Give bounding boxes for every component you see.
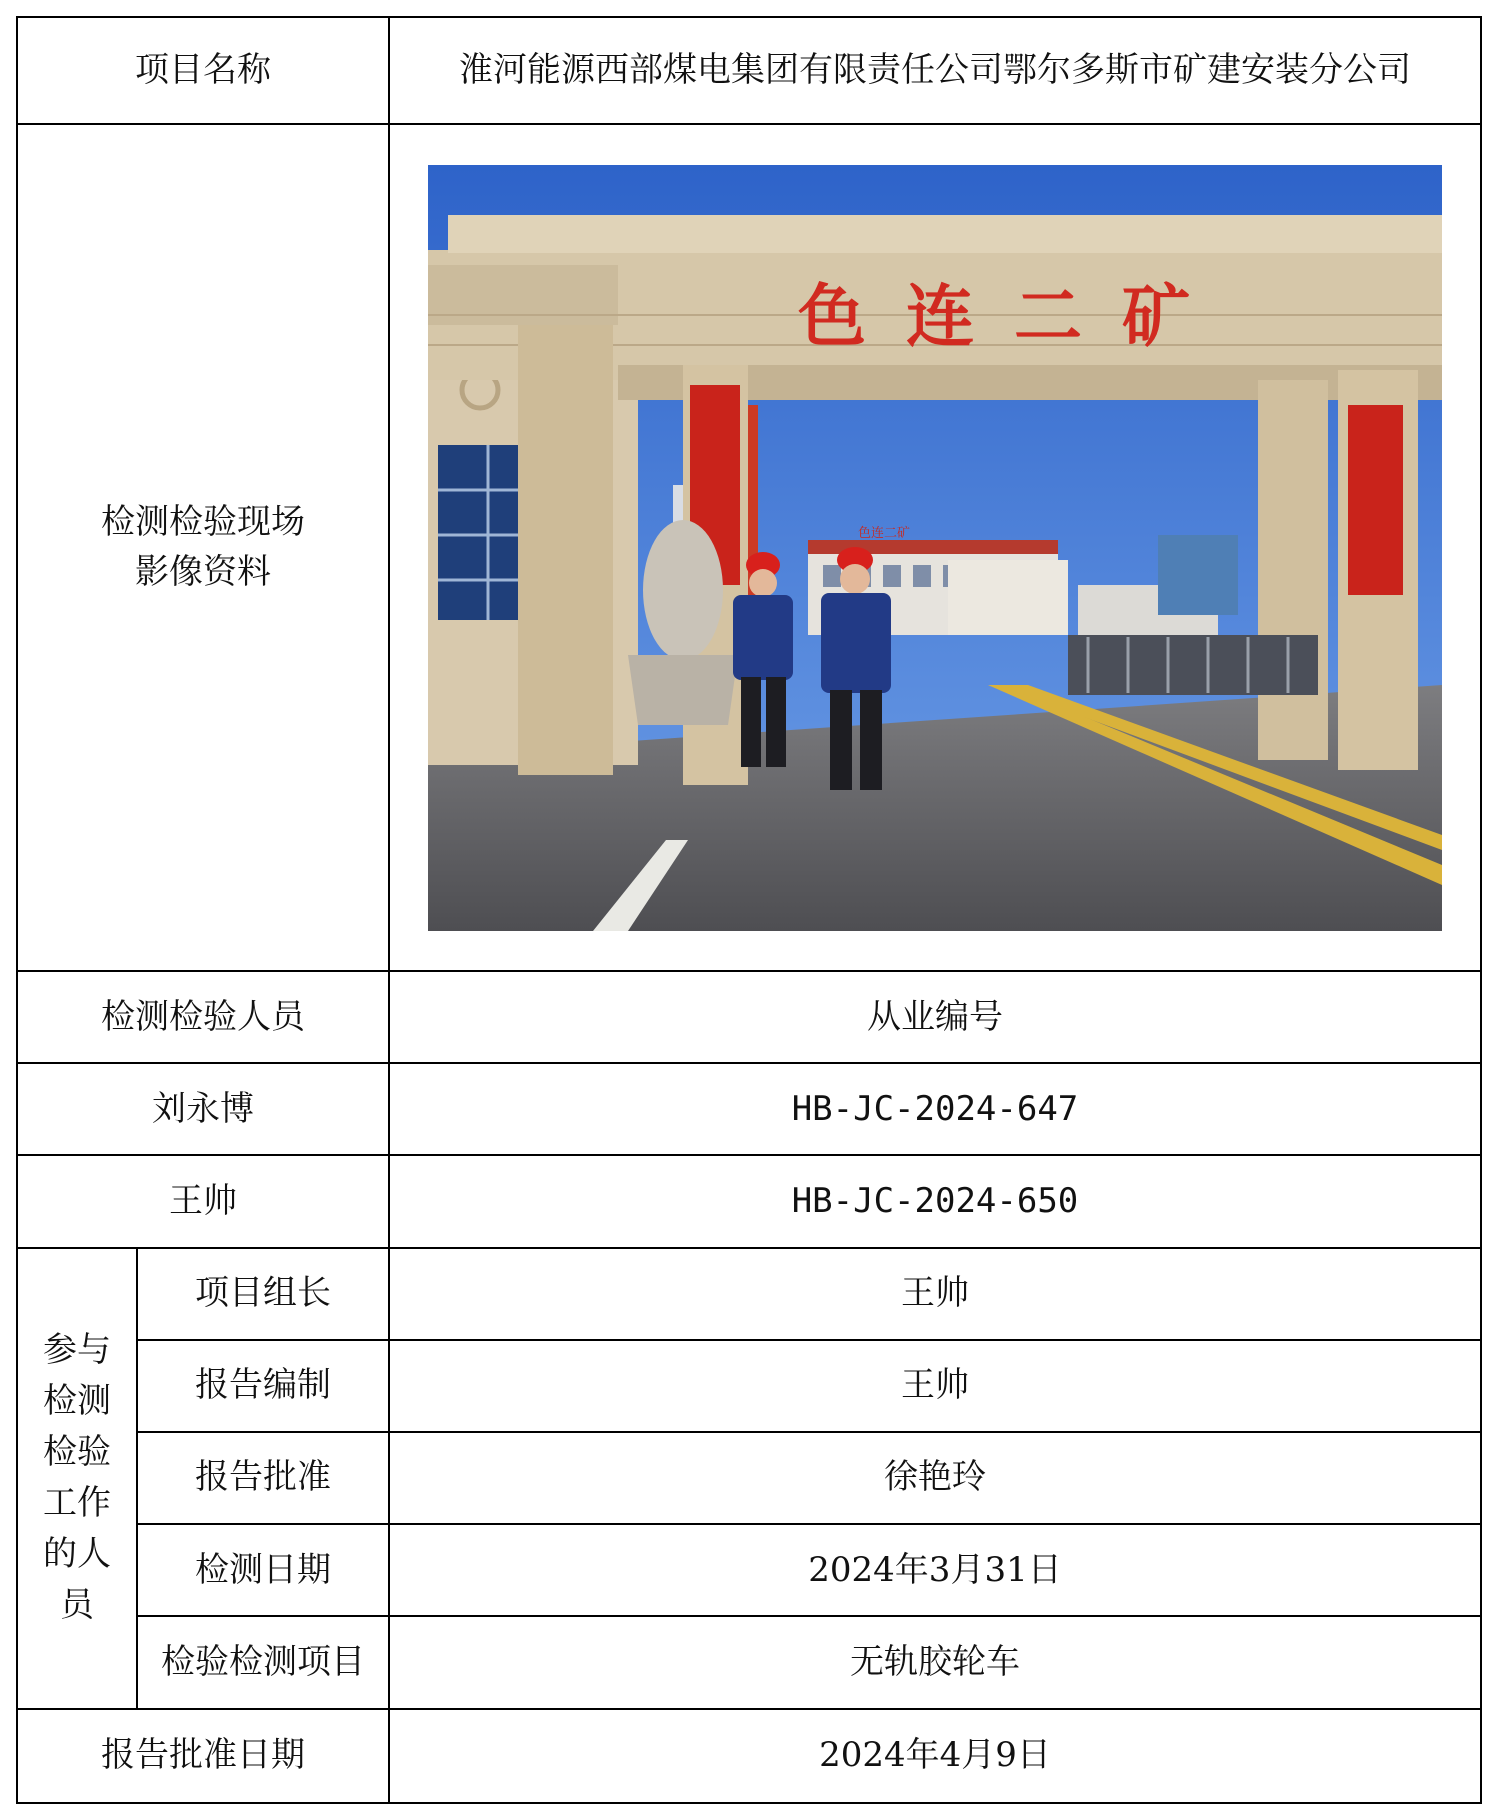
personnel-name: 刘永博 xyxy=(17,1063,389,1155)
personnel-name: 王帅 xyxy=(17,1155,389,1247)
participant-role: 项目组长 xyxy=(137,1248,389,1340)
participant-role: 报告编制 xyxy=(137,1340,389,1432)
participant-row xyxy=(17,1340,1481,1432)
personnel-header-id: 从业编号 xyxy=(389,971,1481,1063)
personnel-header-name: 检测检验人员 xyxy=(17,971,389,1063)
participant-role: 检验检测项目 xyxy=(137,1616,389,1708)
project-row xyxy=(17,17,1481,124)
participant-role: 报告批准 xyxy=(137,1432,389,1524)
personnel-id: HB-JC-2024-647 xyxy=(389,1063,1481,1155)
gate-sign: 色连二矿 xyxy=(798,276,1231,357)
participant-value: 王帅 xyxy=(389,1248,1481,1340)
report-table xyxy=(16,16,1482,1804)
personnel-row xyxy=(17,1155,1481,1247)
project-name: 淮河能源西部煤电集团有限责任公司鄂尔多斯市矿建安装分公司 xyxy=(389,17,1481,124)
photo-label-line1: 检测检验现场 xyxy=(101,502,305,543)
approval-row xyxy=(17,1709,1481,1803)
participants-group-label xyxy=(17,1248,137,1709)
participant-value: 2024年3月31日 xyxy=(389,1524,1481,1616)
personnel-header-row xyxy=(17,971,1481,1063)
personnel-row xyxy=(17,1063,1481,1155)
participant-value: 无轨胶轮车 xyxy=(389,1616,1481,1708)
approval-date: 2024年4月9日 xyxy=(389,1709,1481,1803)
participant-row xyxy=(17,1248,1481,1340)
building-sign: 色连二矿 xyxy=(858,525,911,541)
participant-row xyxy=(17,1524,1481,1616)
personnel-id: HB-JC-2024-650 xyxy=(389,1155,1481,1247)
participants-group-text: 参与检测检验工作的人员 xyxy=(43,1330,111,1626)
photo-label xyxy=(17,124,389,971)
photo-label-line2: 影像资料 xyxy=(135,551,271,592)
participant-role: 检测日期 xyxy=(137,1524,389,1616)
participant-row xyxy=(17,1616,1481,1708)
participant-value: 徐艳玲 xyxy=(389,1432,1481,1524)
project-label: 项目名称 xyxy=(17,17,389,124)
participant-row xyxy=(17,1432,1481,1524)
site-photo xyxy=(428,165,1442,931)
participant-value: 王帅 xyxy=(389,1340,1481,1432)
photo-row xyxy=(17,124,1481,971)
approval-label: 报告批准日期 xyxy=(17,1709,389,1803)
photo-cell xyxy=(389,124,1481,971)
